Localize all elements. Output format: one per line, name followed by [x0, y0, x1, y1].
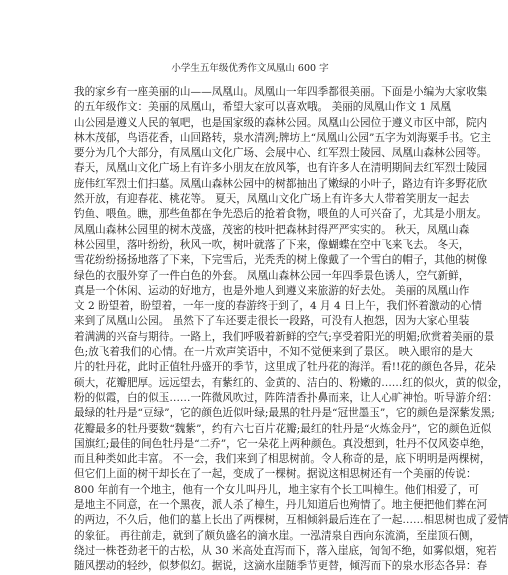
paragraph-line: 文 2 盼望着，盼望着，一年一度的春游终于到了，4 月 4 日上午，我们怀着激动的心情	[74, 300, 482, 313]
paragraph-line: 的象征。 再往前走，就到了颇负盛名的滴水崖。一泓清泉自西向东流淌，至崖顶石侧，	[74, 529, 480, 542]
paragraph-line: 绿色的衣服外穿了一件白色的外套。 凤凰山森林公园一年四季景色诱人，空气新鲜，	[74, 269, 470, 282]
paragraph-line: 国旗红;最佳的间色牡丹是“二乔”，它一朵花上两种颜色。真没想到，牡丹不仅风姿卓绝，	[74, 437, 491, 450]
paragraph-line: 林木茂郁，鸟语花香，山回路转，泉水清冽;牌坊上“凤凰山公园”五字为刘海粟手书。它主	[74, 131, 491, 144]
paragraph-line: 800 年前有一个地主，他有一个女儿叫丹儿，地主家有个长工叫樟生。他们相爱了，可	[74, 483, 479, 496]
paragraph-line: 凤凰山森林公园里的树木茂盛，茂密的枝叶把森林封得严严实实的。 秋天，凤凰山森	[74, 223, 470, 236]
paragraph-line: 春天，凤凰山文化广场上有许多小朋友在放风筝，也有许多人在清明期间去红军烈士陵园	[74, 162, 488, 175]
paragraph-line: 庞伟红军烈士们扫墓。凤凰山森林公园中的树都抽出了嫩绿的小叶子，路边有许多野花欣	[74, 177, 488, 190]
paragraph-line: 山公园是遵义人民的氧吧，也是国家级的森林公园。凤凰山公园位于遵义市区中部，院内	[74, 116, 488, 129]
paragraph-line: 要分为几个大部分，有凤凰山文化广场、会展中心、红军烈士陵园、凤凰山森林公园等。	[74, 147, 488, 160]
paragraph-line: 着满满的兴奋与期待。一路上，我们呼吸着新鲜的空气;享受着阳光的明媚;欣赏着美丽的景	[74, 330, 495, 343]
paragraph-line: 钓鱼、喂鱼。瞧，那些鱼都在争先恐后的抢着食物，喂鱼的人可兴奋了，尤其是小朋友。	[74, 208, 488, 221]
paragraph-line: 而且种类如此丰富。 不一会，我们来到了相思树前。令人称奇的是，底下明明是两棵树，	[74, 453, 491, 466]
paragraph-line: 粉的似霞，白的似玉……一阵微风吹过，阵阵清香扑鼻而来，让人心旷神怡。听导游介绍：	[74, 391, 498, 404]
paragraph-line: 的五年级作文：美丽的凤凰山，希望大家可以喜欢哦。 美丽的凤凰山作文 1 凤凰	[74, 101, 452, 114]
paragraph-line: 的两边，不久后，他们的墓上长出了两棵树，互相倾斜最后连在了一起……相思树也成了爱情	[74, 514, 508, 527]
paragraph-line: 片的牡丹花，此时正值牡丹盛开的季节，这里成了牡丹花的海洋。看!!花的颜色各异，花朵	[74, 361, 496, 374]
paragraph-line: 色;放飞着我们的心情。在一片欢声笑语中，不知不觉便来到了景区。 映入眼帘的是大	[74, 346, 473, 359]
document-title: 小学生五年级优秀作文凤凰山 600 字	[171, 63, 329, 74]
paragraph-line: 硕大，花瓣肥厚。远远望去，有紫红的、金黄的、洁白的、粉嫩的……红的似火，黄的似金，	[74, 376, 508, 389]
paragraph-line: 我的家乡有一座美丽的山——凤凰山。凤凰山一年四季都很美丽。下面是小编为大家收集	[74, 86, 488, 98]
paragraph-line: 是地主不同意，在一个黑夜，派人杀了樟生，丹儿知道后也殉情了。地主便把他们葬在河	[74, 499, 488, 512]
paragraph-line: 随风摆动的轻纱，似梦似幻。据说，这滴水崖随季节更替，倾泻而下的泉水形态各异：春	[74, 560, 488, 573]
paragraph-line: 雪花纷纷扬扬地落了下来，下完雪后，光秃秃的树上像戴了一个雪白的帽子，其他的树像	[74, 254, 488, 267]
paragraph-line: 绕过一株苍劲老干的古松，从 30 米高处直泻而下，落入崖底，訇訇不绝，如雾似烟，宛若	[74, 544, 497, 557]
document-body	[74, 85, 508, 575]
paragraph-line: 最绿的牡丹是“豆绿”，它的颜色近似叶绿;最黑的牡丹是“冠世墨玉”，它的颜色是深紫发黑;	[74, 407, 495, 420]
paragraph-line: 然开放，有迎春花、桃花等。 夏天，凤凰山文化广场上有许多大人带着笑朋友一起去	[74, 193, 470, 206]
paragraph-line: 来到了凤凰山公园。 虽然下了车还要走很长一段路，可没有人抱怨，因为大家心里装	[74, 315, 470, 328]
paragraph-line: 但它们上面的树干却长在了一起，变成了一棵树。据说这相思树还有一个美丽的传说：	[74, 468, 477, 481]
paragraph-line: 花瓣最多的牡丹要数“魏紫”，约有六七百片花瓣;最红的牡丹是“火炼金丹”，它的颜色近似	[74, 422, 492, 435]
paragraph-line: 林公园里，落叶纷纷，秋风一吹，树叶就落了下来，像蝴蝶在空中飞来飞去。 冬天，	[74, 238, 470, 251]
paragraph-line: 真是一个休闲、运动的好地方，也是外地人到遵义来旅游的好去处。 美丽的凤凰山作	[74, 284, 470, 297]
